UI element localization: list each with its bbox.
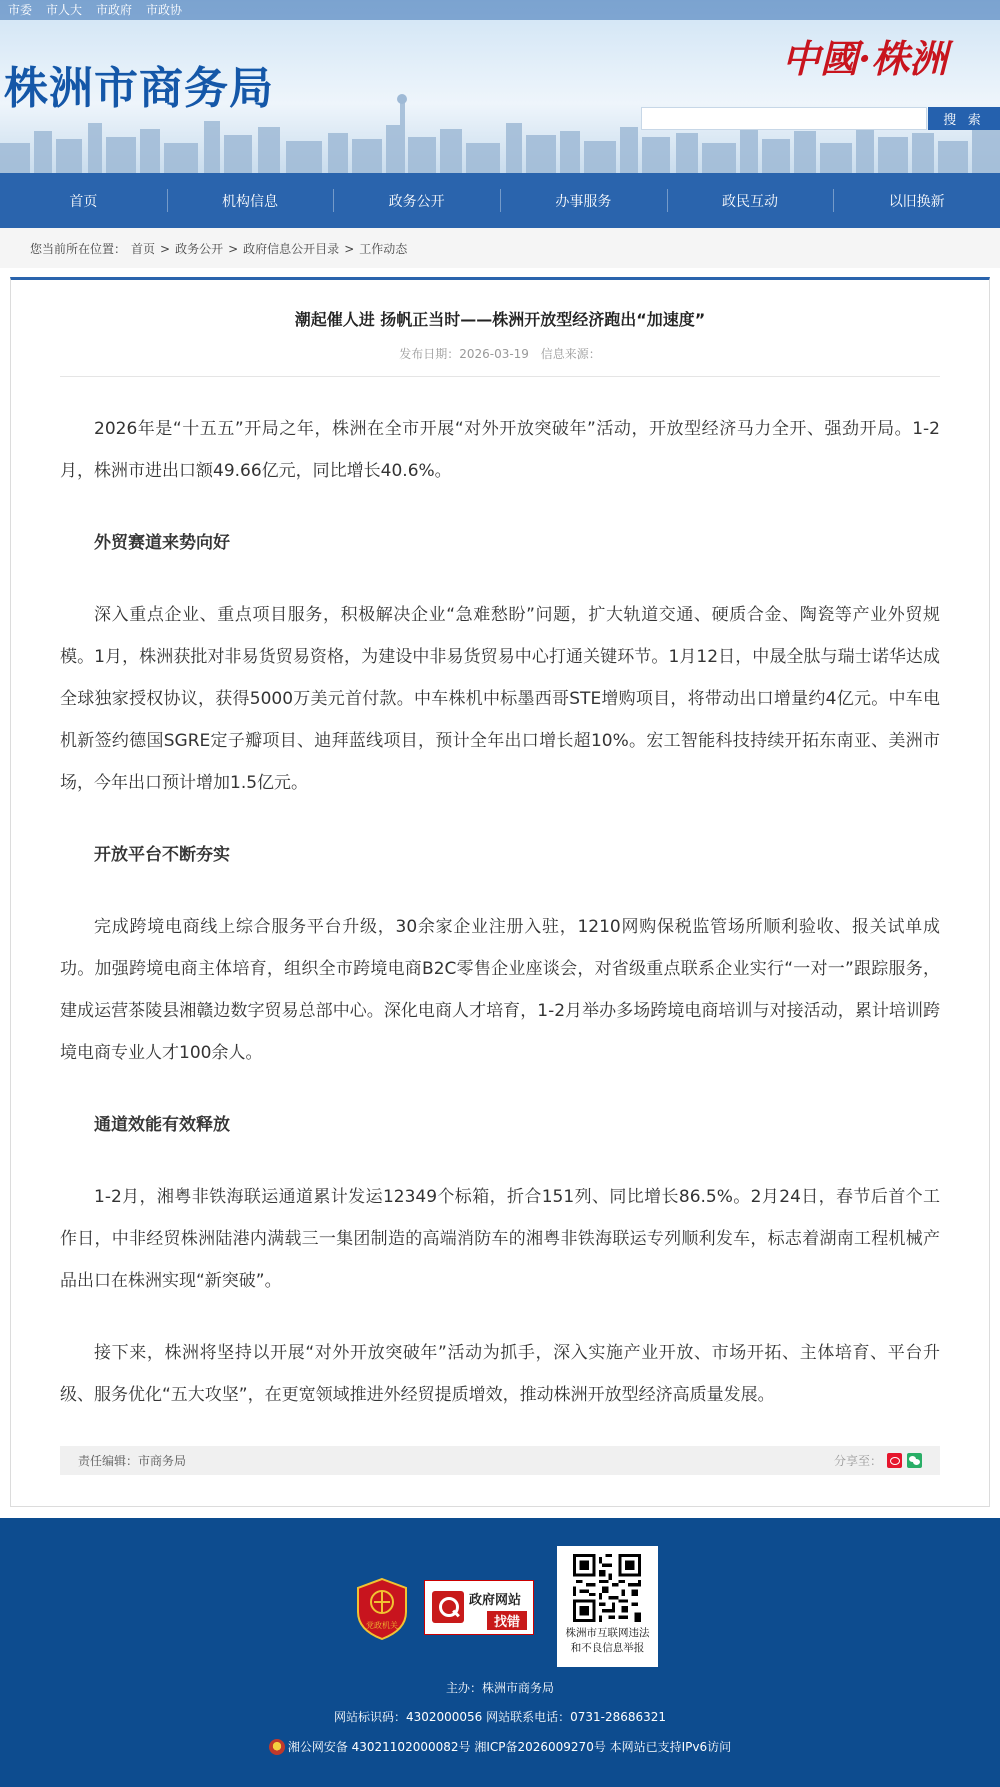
top-link-peoples-congress[interactable]: 市人大 — [46, 3, 83, 17]
breadcrumb-separator: > — [344, 241, 355, 256]
search-button[interactable]: 搜 索 — [928, 107, 1000, 130]
qr-caption — [557, 1626, 658, 1656]
article-paragraph: 1-2月，湘粤非铁海联运通道累计发运12349个标箱，折合151列、同比增长86.5%。2月24日，春节后首个工作日，中非经贸株洲陆港内满载三一集团制造的高端消防车的湘粤非铁海联运专列顺利发车，标志着湖南工程机械产品出口在株洲实现“新突破”。 — [60, 1187, 940, 1291]
breadcrumb-info-catalog[interactable]: 政府信息公开目录 — [243, 242, 340, 256]
findbug-title: 政府网站 — [469, 1593, 522, 1608]
party-badge-text: 党政机关 — [366, 1621, 398, 1630]
site-title: 株洲市商务局 — [4, 63, 274, 114]
qr-code-icon — [573, 1554, 641, 1622]
wechat-share-icon[interactable] — [907, 1453, 922, 1468]
editor-info — [78, 1452, 834, 1469]
search-input[interactable] — [641, 107, 927, 130]
breadcrumb-home[interactable]: 首页 — [131, 242, 156, 256]
magnifier-icon — [432, 1591, 464, 1623]
share-section — [834, 1452, 922, 1469]
section-heading: 外贸赛道来势向好 — [94, 533, 230, 553]
main-nav — [0, 173, 1000, 228]
report-qr-badge[interactable] — [557, 1546, 658, 1667]
footer-sponsor: 主办：株洲市商务局 — [445, 1681, 554, 1695]
section-heading: 通道效能有效释放 — [94, 1115, 230, 1135]
public-security-emblem-icon — [269, 1739, 285, 1755]
top-link-party-committee[interactable]: 市委 — [8, 3, 33, 17]
breadcrumb-government-affairs[interactable]: 政务公开 — [175, 242, 224, 256]
nav-organization-info[interactable]: 机构信息 — [167, 173, 334, 228]
article-paragraph: 接下来，株洲将坚持以开展“对外开放突破年”活动为抓手，深入实施产业开放、市场开拓、主体培育、平台升级、服务优化“五大攻坚”，在更宽领域推进外经贸提质增效，推动株洲开放型经济高质量发展。 — [60, 1343, 940, 1405]
article-paragraph: 完成跨境电商线上综合服务平台升级，30余家企业注册入驻，1210网购保税监管场所顺利验收、报关试单成功。加强跨境电商主体培育，组织全市跨境电商B2C零售企业座谈会，对省级重点联系企业实行“一对一”跟踪服务，建成运营茶陵县湘赣边数字贸易总部中心。深化电商人才培育，1-2月举办多场跨境电商培训与对接活动，累计培训跨境电商专业人才100余人。 — [60, 917, 940, 1063]
article-paragraph: 深入重点企业、重点项目服务，积极解决企业“急难愁盼”问题，扩大轨道交通、硬质合金、陶瓷等产业外贸规模。1月，株洲获批对非易货贸易资格，为建设中非易货贸易中心打通关键环节。1月12日，中晟全肽与瑞士诺华达成全球独家授权协议，获得5000万美元首付款。中车株机中标墨西哥STE增购项目，将带动出口增量约4亿元。中车电机新签约德国SGRE定子瓣项目、迪拜蓝线项目，预计全年出口增长超10%。宏工智能科技持续开拓东南亚、美洲市场，今年出口预计增加1.5亿元。 — [60, 605, 940, 793]
footer-record-text[interactable]: 湘公网安备 43021102000082号 湘ICP备2026009270号 本网站已支持IPv6访问 — [287, 1740, 732, 1754]
editor-name: 市商务局 — [138, 1454, 187, 1468]
publish-date-label: 发布日期： — [399, 347, 460, 361]
article-paragraph: 2026年是“十五五”开局之年，株洲在全市开展“对外开放突破年”活动，开放型经济马力全开、强劲开局。1-2月，株洲市进出口额49.66亿元，同比增长40.6%。 — [60, 419, 940, 481]
weibo-share-icon[interactable] — [887, 1453, 902, 1468]
share-label: 分享至： — [833, 1454, 882, 1468]
article-meta — [0, 345, 1000, 362]
divider — [60, 376, 940, 377]
findbug-subtitle: 找错 — [487, 1611, 527, 1630]
logo-text: 中國·株洲 — [782, 36, 948, 81]
nav-services[interactable]: 办事服务 — [500, 173, 667, 228]
nav-trade-in[interactable]: 以旧换新 — [833, 173, 1000, 228]
zhuzhou-calligraphy-logo — [778, 28, 958, 88]
top-link-cppcc[interactable]: 市政协 — [146, 3, 183, 17]
nav-interaction[interactable]: 政民互动 — [667, 173, 834, 228]
breadcrumb-label: 您当前所在位置： — [30, 242, 127, 256]
qr-caption-line-2: 和不良信息举报 — [570, 1642, 645, 1654]
qr-caption-line-1: 株洲市互联网违法 — [565, 1627, 650, 1639]
article-body — [60, 408, 940, 1416]
party-government-badge-icon[interactable] — [356, 1578, 408, 1640]
footer-record — [0, 1738, 1000, 1755]
source-label: 信息来源： — [540, 347, 601, 361]
breadcrumb-separator: > — [228, 241, 239, 256]
article-footer-bar — [60, 1446, 940, 1475]
breadcrumb-work-news[interactable]: 工作动态 — [359, 242, 408, 256]
website-error-report-badge[interactable] — [424, 1580, 534, 1635]
article-title: 潮起催人进 扬帆正当时——株洲开放型经济跑出“加速度” — [294, 310, 706, 329]
top-link-bar — [0, 0, 1000, 20]
breadcrumb-separator: > — [160, 241, 171, 256]
editor-label: 责任编辑： — [78, 1454, 139, 1468]
nav-government-affairs[interactable]: 政务公开 — [333, 173, 500, 228]
nav-home[interactable]: 首页 — [69, 193, 98, 210]
site-header — [0, 0, 1000, 173]
top-link-government[interactable]: 市政府 — [96, 3, 133, 17]
publish-date: 2026-03-19 — [459, 347, 529, 361]
footer-site-info: 网站标识码：4302000056 网站联系电话：0731-28686321 — [333, 1710, 667, 1724]
breadcrumb — [30, 240, 407, 257]
section-heading: 开放平台不断夯实 — [94, 845, 230, 865]
